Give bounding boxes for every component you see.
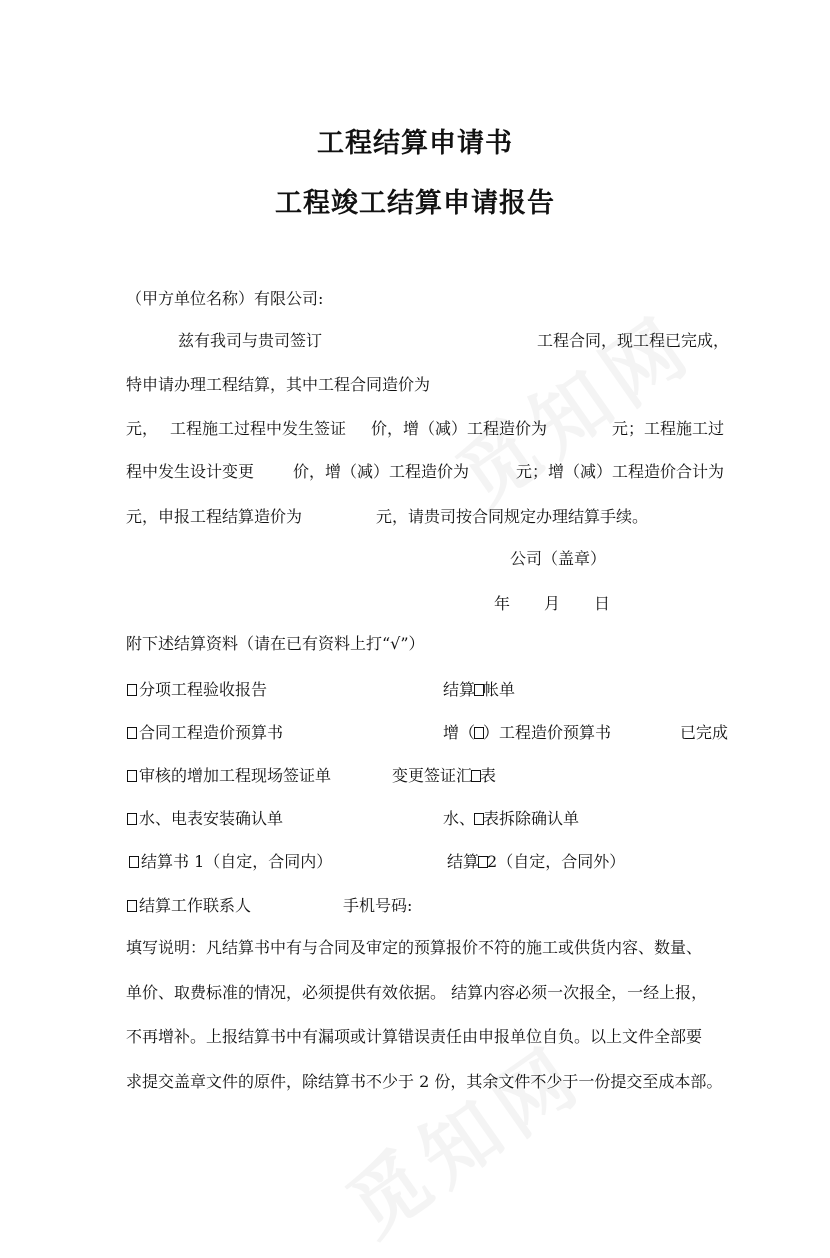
date-day: 日 — [594, 594, 611, 613]
checkbox-label: ）工程造价预算书 — [483, 723, 612, 742]
checkbox-label: 结算书 1（自定，合同内） — [141, 852, 333, 871]
checkbox-label: 结算 — [447, 852, 480, 871]
checkbox[interactable] — [127, 770, 137, 782]
checkbox-item-acceptance-report[interactable] — [127, 679, 267, 701]
checkbox-label: 结算工作联系人 — [139, 896, 252, 915]
checkbox-item-meter-removal[interactable] — [443, 808, 579, 830]
body-line-2: 特申请办理工程结算，其中工程合同造价为 — [126, 375, 431, 394]
checkbox-label: 合同工程造价预算书 — [139, 723, 284, 742]
checkbox[interactable] — [127, 813, 137, 825]
notes-line-4: 求提交盖章文件的原件，除结算书不少于 2 份，其余文件不少于一份提交至成本部。 — [126, 1072, 723, 1091]
notes-line-1: 填写说明：凡结算书中有与合同及审定的预算报价不符的施工或供货内容、数量、 — [126, 938, 703, 957]
checkbox-item-settlement-2[interactable] — [447, 851, 625, 873]
watermark — [432, 284, 713, 527]
checkbox-label: 审核的增加工程现场签证单 — [139, 766, 332, 785]
watermark — [322, 1014, 603, 1257]
body-line-1a: 兹有我司与贵司签订 — [178, 331, 323, 350]
checkbox[interactable] — [127, 900, 137, 912]
document-subtitle: 工程竣工结算申请报告 — [275, 188, 555, 219]
body-line-3d: 元；工程施工过 — [612, 419, 725, 438]
notes-line-3: 不再增补。上报结算书中有漏项或计算错误责任由申报单位自负。以上文件全部要 — [126, 1027, 703, 1046]
date-month: 月 — [544, 594, 561, 613]
checkbox-item-settlement-1[interactable] — [129, 851, 332, 873]
checkbox-label: 2（自定，合同外） — [487, 852, 626, 871]
date-year: 年 — [494, 594, 511, 613]
checkbox-label: 变更签证汇 — [392, 766, 473, 785]
checkbox-label: 水、电表安装确认单 — [139, 809, 284, 828]
checkbox-item-meter-install[interactable] — [127, 808, 283, 830]
checkbox[interactable] — [129, 856, 139, 868]
checkbox-item-site-visa[interactable] — [127, 765, 331, 787]
checkbox-label: 水、 — [443, 809, 476, 828]
body-line-3b: 工程施工过程中发生签证 — [170, 419, 347, 438]
body-line-3c: 价，增（减）工程造价为 — [371, 419, 548, 438]
checkbox-label: 表 — [480, 766, 497, 785]
body-line-3a: 元， — [126, 419, 159, 438]
completed-label: 已完成 — [680, 723, 729, 742]
company-seal: 公司（盖章） — [510, 549, 607, 568]
checkbox-label: 分项工程验收报告 — [139, 680, 268, 699]
body-line-4a: 程中发生设计变更 — [126, 462, 255, 481]
checkbox-label: 增（ — [443, 723, 476, 742]
checkbox-label: 帐单 — [483, 680, 516, 699]
checkbox-label: 表拆除确认单 — [483, 809, 580, 828]
body-line-5a: 元，申报工程结算造价为 — [126, 507, 303, 526]
addressee: （甲方单位名称）有限公司: — [126, 289, 324, 308]
body-line-4b: 价，增（减）工程造价为 — [293, 462, 470, 481]
checkbox-item-change-summary[interactable] — [392, 765, 496, 787]
checkbox[interactable] — [127, 684, 137, 696]
notes-line-2: 单价、取费标准的情况，必须提供有效依据。 结算内容必须一次报全，一经上报， — [126, 983, 708, 1002]
checkbox-item-contact-person[interactable] — [127, 895, 251, 917]
checkbox-item-contract-budget[interactable] — [127, 722, 283, 744]
body-line-4c: 元；增（减）工程造价合计为 — [516, 462, 725, 481]
checkbox-item-change-budget[interactable] — [443, 722, 611, 744]
attachments-intro: 附下述结算资料（请在已有资料上打“√”） — [126, 634, 425, 653]
body-line-5b: 元，请贵司按合同规定办理结算手续。 — [376, 507, 649, 526]
checkbox[interactable] — [127, 727, 137, 739]
checkbox-label: 结算 — [443, 680, 476, 699]
document-title: 工程结算申请书 — [317, 128, 513, 159]
body-line-1b: 工程合同，现工程已完成， — [537, 331, 730, 350]
checkbox-item-settlement-bill[interactable] — [443, 679, 515, 701]
phone-number-label: 手机号码: — [343, 896, 413, 915]
